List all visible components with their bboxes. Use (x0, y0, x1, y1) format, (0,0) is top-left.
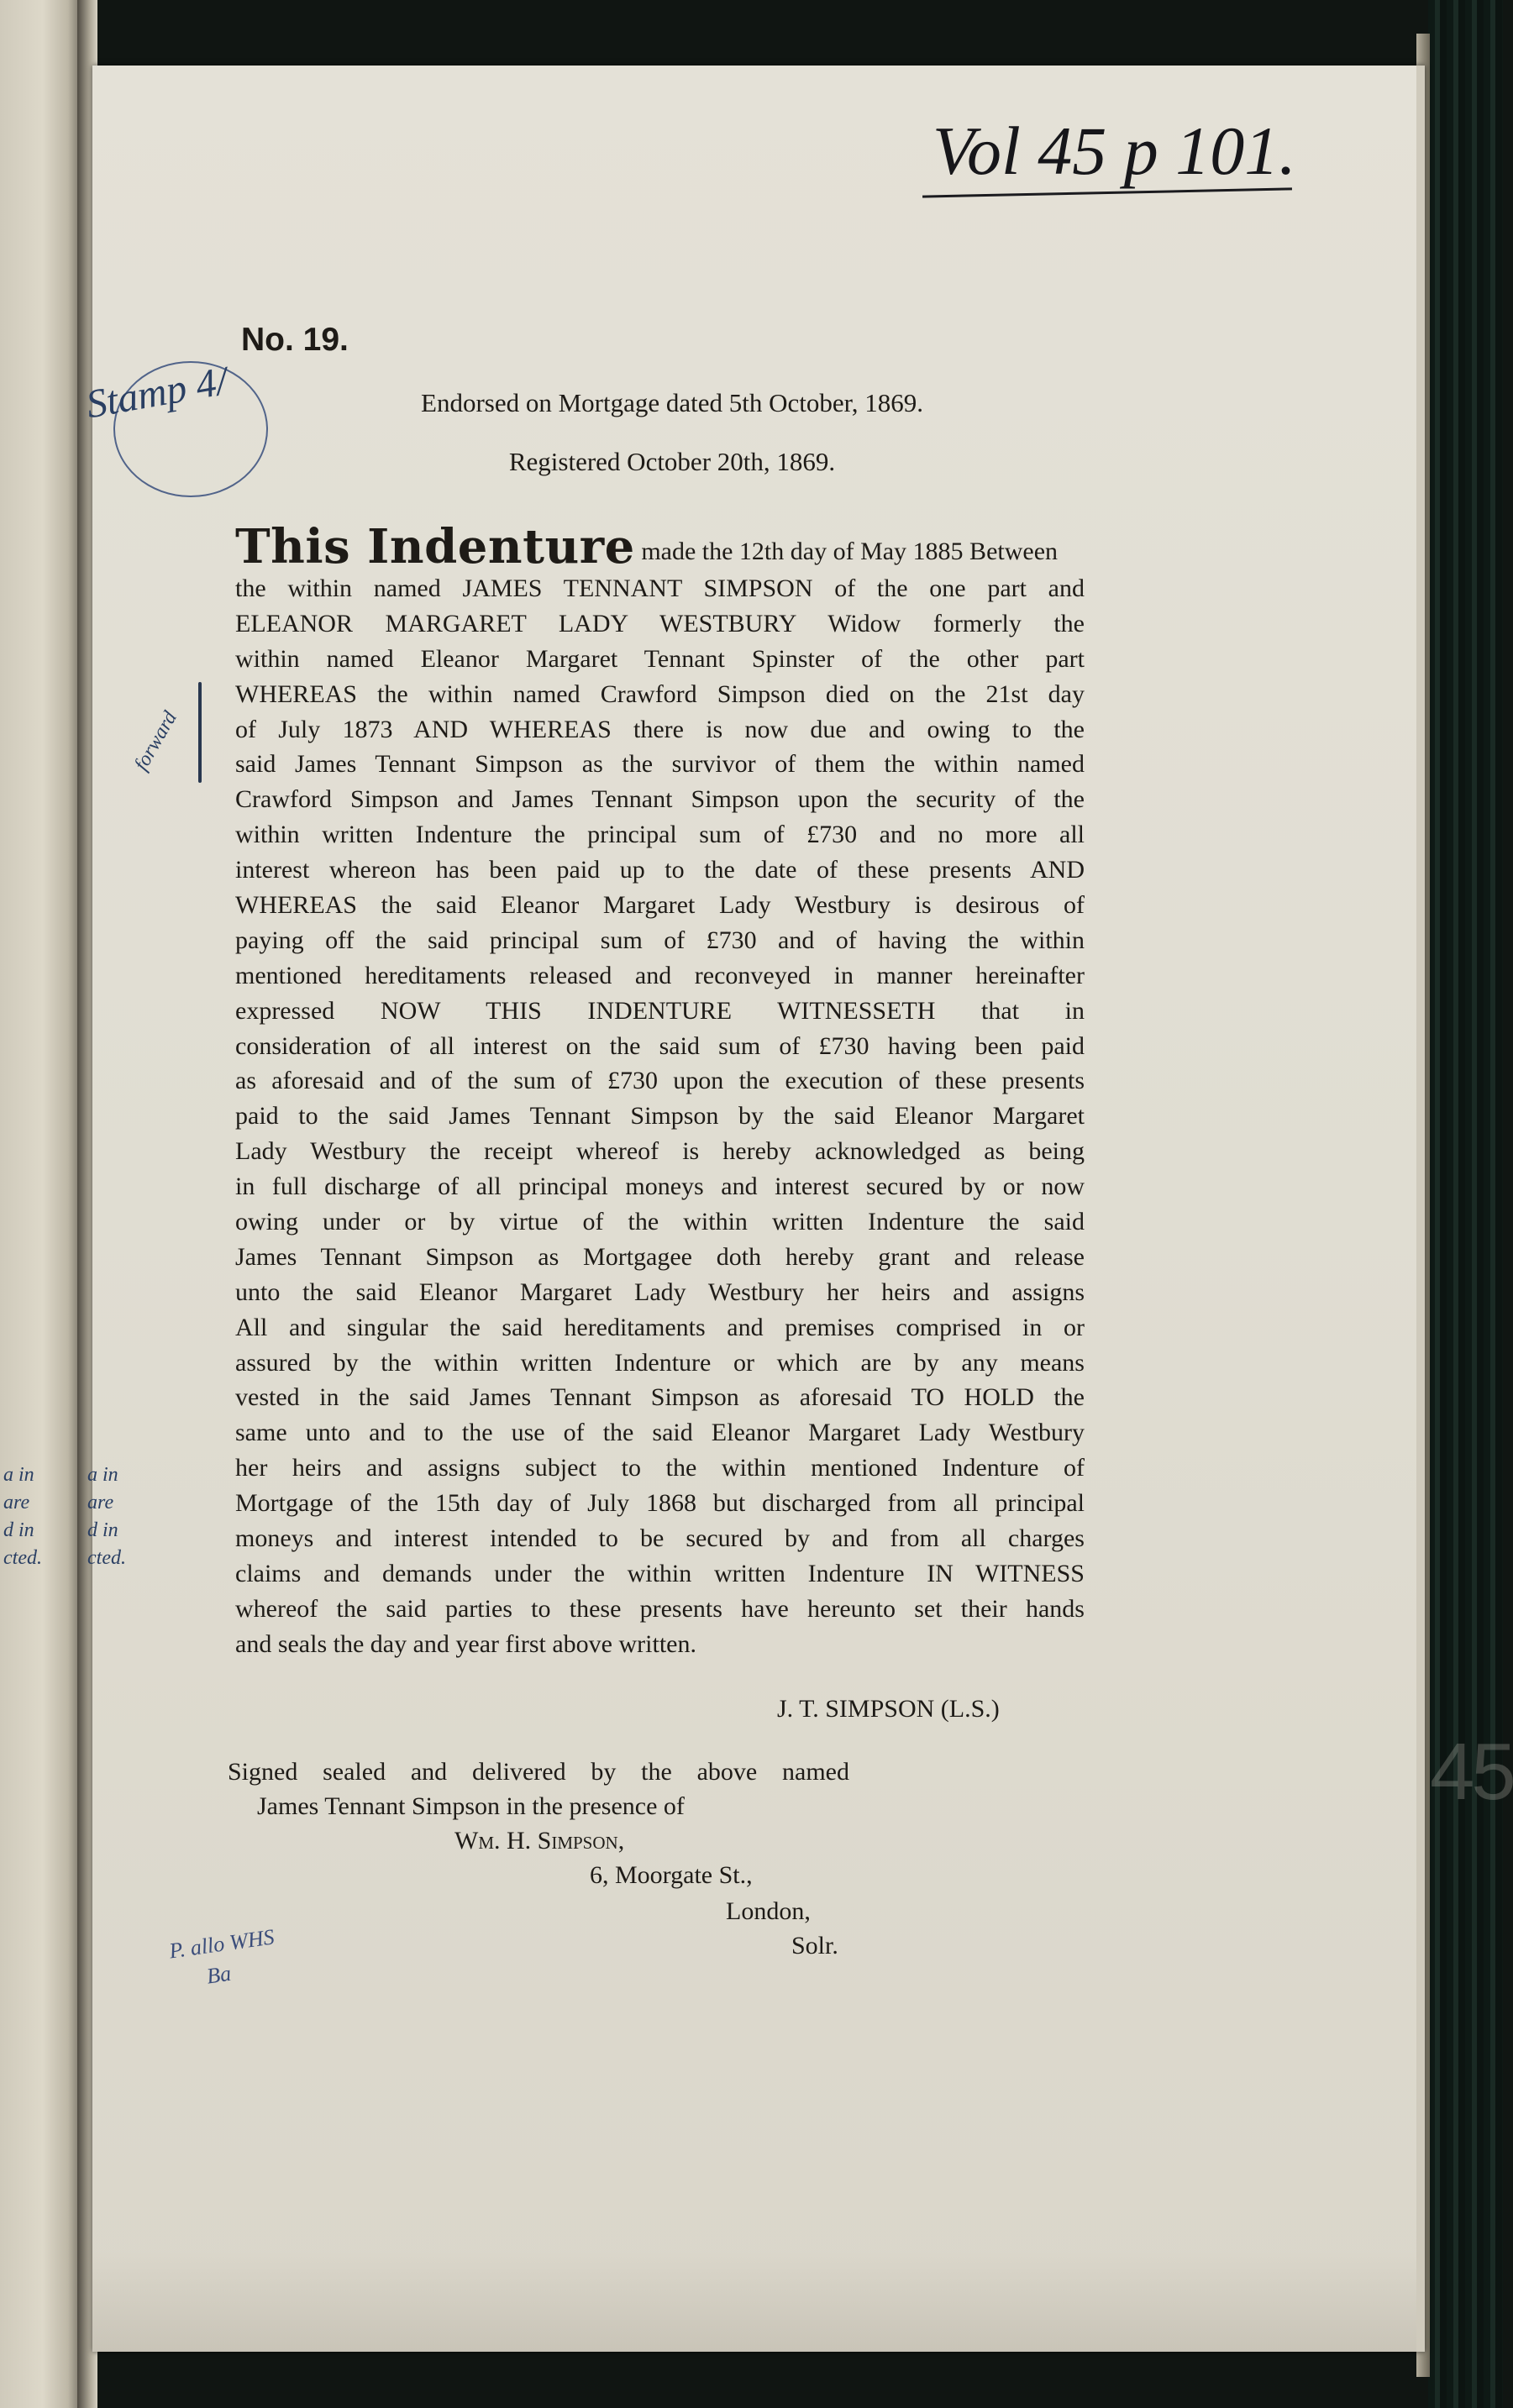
body-line: James Tennant Simpson as Mortgagee doth hereby grant and release (235, 1242, 1085, 1271)
body-line: made the 12th day of May 1885 Between (641, 538, 1059, 565)
body-line: within written Indenture the principal sum of £730 and no more all (235, 821, 1085, 849)
witness-role: Solr. (791, 1932, 838, 1959)
body-line: as aforesaid and of the sum of £730 upon the execution of these presents (235, 1067, 1085, 1095)
margin-bracket (198, 682, 202, 783)
facing-page-note-line: a in (3, 1464, 34, 1486)
book-cover (1428, 0, 1513, 2408)
witness-address-line-1: 6, Moorgate St., (590, 1861, 753, 1889)
indenture-opening-line (235, 519, 1085, 574)
margin-note-line: are (87, 1492, 114, 1514)
body-line: claims and demands under the within written Indenture IN WITNESS (235, 1559, 1085, 1587)
cover-page-number-watermark: 45 (1430, 1727, 1513, 1817)
signatory-line: J. T. SIMPSON (L.S.) (777, 1695, 1000, 1723)
body-line: consideration of all interest on the said sum of £730 having been paid (235, 1031, 1085, 1060)
margin-note-forward: forward (130, 707, 181, 774)
attestation-line-2: James Tennant Simpson in the presence of (257, 1792, 685, 1820)
facing-page-note-line: d in (3, 1519, 34, 1541)
body-line: ELEANOR MARGARET LADY WESTBURY Widow formerly the (235, 609, 1085, 637)
facing-page-note-line: cted. (3, 1547, 42, 1569)
body-line: moneys and interest intended to be secured by and from all charges (235, 1524, 1085, 1553)
body-line: same unto and to the use of the said Eleanor Margaret Lady Westbury (235, 1419, 1085, 1447)
body-line: WHEREAS the within named Crawford Simpson died on the 21st day (235, 679, 1085, 708)
body-line: expressed NOW THIS INDENTURE WITNESSETH that in (235, 996, 1085, 1025)
body-line: whereof the said parties to these presents have hereunto set their hands (235, 1594, 1085, 1623)
stamp-duty-note: Stamp 4/ (82, 358, 231, 428)
body-line: vested in the said James Tennant Simpson as aforesaid TO HOLD the (235, 1383, 1085, 1412)
body-line: assured by the within written Indenture or which are by any means (235, 1348, 1085, 1377)
body-line: mentioned hereditaments released and reconveyed in manner hereinafter (235, 961, 1085, 989)
body-line: in full discharge of all principal moneys and interest secured by or now (235, 1173, 1085, 1201)
body-line: and seals the day and year first above written. (235, 1629, 696, 1658)
margin-note-line: d in (87, 1519, 118, 1541)
facing-page-notes (3, 1461, 71, 1579)
volume-reference: Vol 45 p 101. (932, 113, 1296, 189)
body-line: unto the said Eleanor Margaret Lady Westbury her heirs and assigns (235, 1277, 1085, 1306)
body-line: paid to the said James Tennant Simpson by the said Eleanor Margaret (235, 1102, 1085, 1131)
witness-name: Wm. H. Simpson, (454, 1827, 625, 1855)
margin-note-lower (87, 1461, 163, 1579)
document-number: No. 19. (241, 322, 349, 358)
body-line: of July 1873 AND WHEREAS there is now due and owing to the (235, 715, 1085, 743)
attestation-line-1: Signed sealed and delivered by the above named (228, 1758, 849, 1786)
indenture-title: This Indenture (235, 519, 635, 574)
facing-page-edge (0, 0, 77, 2408)
margin-note-line: a in (87, 1464, 118, 1486)
pencil-note-line: Ba (205, 1960, 233, 1989)
registration-line: Registered October 20th, 1869. (508, 447, 836, 476)
body-line: Mortgage of the 15th day of July 1868 but discharged from all principal (235, 1489, 1085, 1518)
body-line: paying off the said principal sum of £730 and of having the within (235, 926, 1085, 954)
body-line: All and singular the said hereditaments and premises comprised in or (235, 1313, 1085, 1341)
body-line: Crawford Simpson and James Tennant Simpson upon the security of the (235, 785, 1085, 814)
witness-address-line-2: London, (726, 1897, 811, 1925)
margin-note-line: cted. (87, 1547, 126, 1569)
indenture-body (235, 519, 1085, 1673)
body-line: interest whereon has been paid up to the date of these presents AND (235, 856, 1085, 884)
body-line: Lady Westbury the receipt whereof is hereby acknowledged as being (235, 1137, 1085, 1166)
endorsement-line: Endorsed on Mortgage dated 5th October, 1869. (421, 388, 923, 417)
body-line: within named Eleanor Margaret Tennant Spinster of the other part (235, 644, 1085, 673)
body-line: the within named JAMES TENNANT SIMPSON of the one part and (235, 574, 1085, 602)
body-line: owing under or by virtue of the within written Indenture the said (235, 1208, 1085, 1236)
pencil-note-line: P. allo WHS (167, 1924, 276, 1964)
body-line: said James Tennant Simpson as the survivor of them the within named (235, 750, 1085, 779)
facing-page-note-line: are (3, 1492, 30, 1514)
body-line: WHEREAS the said Eleanor Margaret Lady Westbury is desirous of (235, 891, 1085, 920)
body-line: her heirs and assigns subject to the within mentioned Indenture of (235, 1454, 1085, 1482)
